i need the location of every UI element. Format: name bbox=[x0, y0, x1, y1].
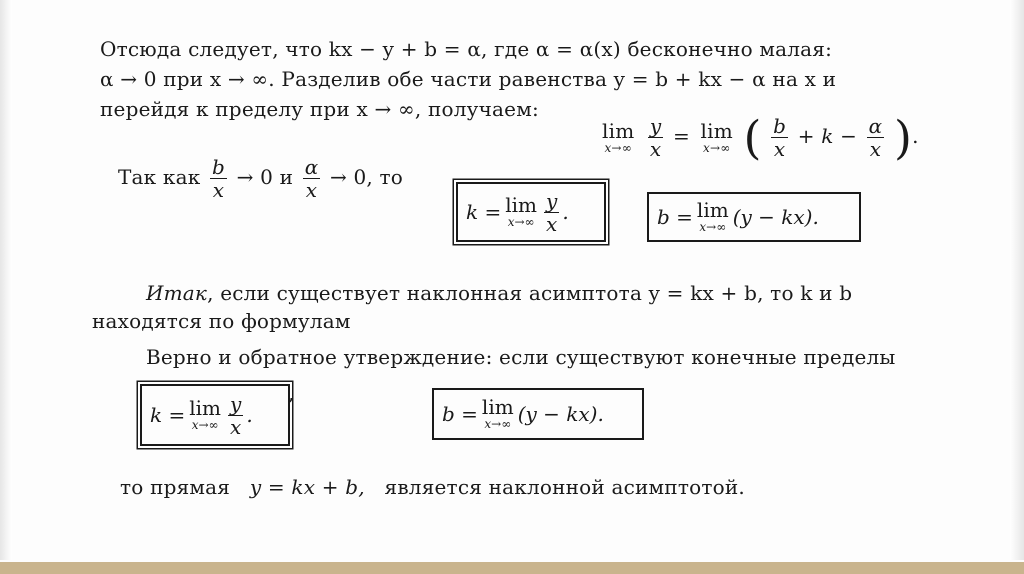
paragraph2-line1: Итак, если существует наклонная асимптота y = kx + b, то k и b bbox=[146, 281, 853, 305]
box3-comma: , bbox=[288, 381, 295, 405]
paragraph2-line2: находятся по формулам bbox=[92, 309, 351, 333]
lim-operator-2: lim x→∞ bbox=[700, 118, 733, 155]
box2-lim: lim x→∞ bbox=[696, 198, 729, 234]
paragraph1-line1: Отсюда следует, что kx − y + b = α, где α = α(x) бесконечно малая: bbox=[100, 37, 833, 61]
fraction-b-over-x: $\frac{b}{x}$ bbox=[773, 114, 787, 161]
formula-box-b-1: b = lim x→∞ (y − kx). bbox=[647, 192, 861, 242]
formula-box-b-2: b = lim x→∞ (y − kx). bbox=[432, 388, 644, 440]
formula-box-k-1: k = lim x→∞ $\frac{y}{x}$ . bbox=[456, 182, 606, 242]
formula-box-k-2: k = lim x→∞ $\frac{y}{x}$ . bbox=[140, 384, 290, 446]
box3-fraction: $\frac{y}{x}$ bbox=[230, 391, 242, 439]
since-line: Так как $\frac{b}{x}$ → 0 и $\frac{\alpha}{x}$ → 0, то bbox=[118, 155, 404, 202]
conclusion-line: то прямая y = kx + b, является наклонной асимптотой. bbox=[120, 475, 745, 499]
slide-shadow-right bbox=[1010, 0, 1024, 560]
fraction-alpha-over-x: $\frac{\alpha}{x}$ bbox=[868, 114, 883, 161]
main-limit-formula: lim x→∞ $\frac{y}{x}$ = lim x→∞ ( $\frac{b}{x}$ + k − $\frac{\alpha}{x}$ ). bbox=[602, 110, 919, 165]
paragraph1-line2: α → 0 при x → ∞. Разделив обе части равенства y = b + kx − α на x и bbox=[100, 67, 837, 91]
box4-lim: lim x→∞ bbox=[481, 395, 514, 431]
paragraph3-line1: Верно и обратное утверждение: если существуют конечные пределы bbox=[146, 345, 896, 369]
conclusion-formula: y = kx + b, bbox=[249, 475, 365, 499]
lim-operator: lim x→∞ bbox=[602, 118, 635, 155]
fraction-alpha-over-x-small: $\frac{\alpha}{x}$ bbox=[304, 155, 319, 202]
box1-fraction: $\frac{y}{x}$ bbox=[546, 188, 558, 236]
slide-shadow-left bbox=[0, 0, 12, 560]
fraction-b-over-x-small: $\frac{b}{x}$ bbox=[212, 155, 226, 202]
box3-lim: lim x→∞ bbox=[189, 396, 221, 432]
fraction-y-over-x: $\frac{y}{x}$ bbox=[649, 114, 662, 161]
box1-lim: lim x→∞ bbox=[505, 193, 537, 229]
paragraph1-line3: перейдя к пределу при x → ∞, получаем: bbox=[100, 97, 539, 121]
bottom-accent-bar bbox=[0, 562, 1024, 574]
